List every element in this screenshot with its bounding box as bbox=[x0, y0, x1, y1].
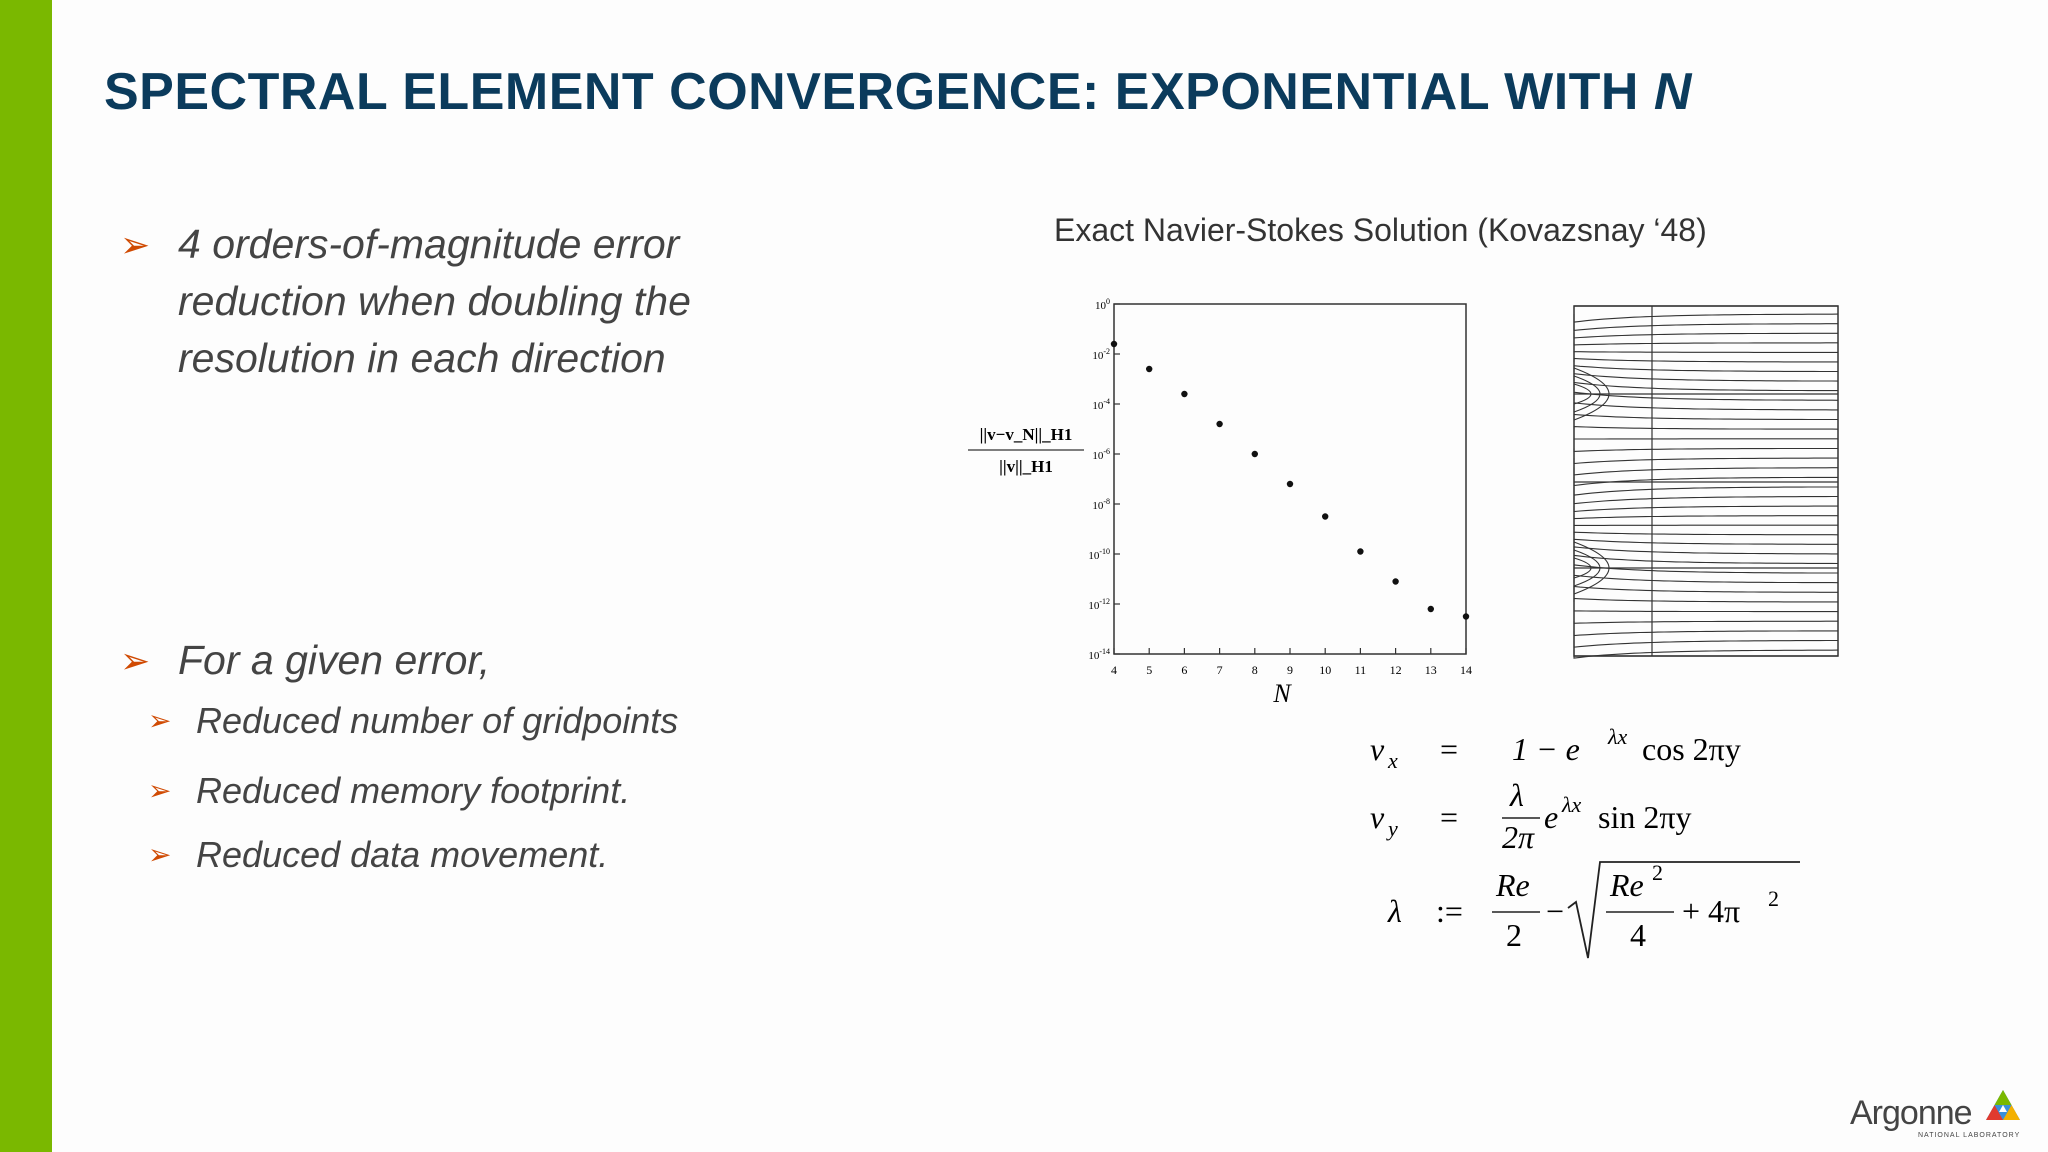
streamline bbox=[1574, 366, 1838, 372]
streamline bbox=[1574, 448, 1838, 451]
title-variable: N bbox=[1653, 63, 1692, 121]
plot-frame bbox=[1114, 304, 1466, 654]
eq-lambda-assign: := bbox=[1436, 893, 1463, 929]
sub-bullet-2-text: Reduced memory footprint. bbox=[196, 770, 631, 811]
eq-lambda-sup3: 2 bbox=[1768, 886, 1779, 911]
streamline bbox=[1574, 587, 1838, 593]
eq-lambda-sup2: 2 bbox=[1652, 860, 1663, 885]
eq-vy-equals: = bbox=[1440, 799, 1459, 835]
y-tick-label: $10^{-2}$ bbox=[1092, 347, 1110, 362]
argonne-logo bbox=[1850, 1094, 2021, 1139]
y-tick-label: $10^{-8}$ bbox=[1092, 497, 1110, 512]
logo-triangle-icon bbox=[1984, 1088, 2022, 1122]
eq-vx-rhs-a: 1 − e bbox=[1512, 731, 1580, 767]
eq-lambda-minus: − bbox=[1546, 893, 1565, 929]
streamline bbox=[1574, 487, 1838, 495]
eq-vx-lhs: v bbox=[1370, 731, 1385, 767]
data-point bbox=[1146, 366, 1152, 372]
streamline bbox=[1574, 415, 1838, 420]
streamline bbox=[1574, 650, 1838, 658]
streamline bbox=[1574, 468, 1838, 475]
x-tick-label: 14 bbox=[1460, 663, 1472, 677]
eq-vx-sub: x bbox=[1388, 748, 1398, 773]
streamline bbox=[1574, 496, 1838, 503]
eq-lambda-den2: 4 bbox=[1630, 917, 1646, 953]
slide-title bbox=[104, 62, 1692, 122]
data-point bbox=[1463, 613, 1469, 619]
streamline bbox=[1574, 427, 1838, 430]
streamline bbox=[1574, 611, 1838, 612]
sub-bullet-1-text: Reduced number of gridpoints bbox=[196, 700, 679, 741]
eq-lambda-num2: Re bbox=[1610, 867, 1644, 903]
sub-bullet-2 bbox=[148, 770, 631, 812]
y-tick-label: $10^{-6}$ bbox=[1092, 447, 1110, 462]
streamline bbox=[1574, 324, 1838, 331]
arrow-bullet-icon: ➢ bbox=[148, 839, 172, 870]
sub-bullet-3 bbox=[148, 834, 609, 876]
logo-text: Argonne bbox=[1850, 1094, 1972, 1132]
streamline bbox=[1574, 314, 1838, 322]
accent-bar bbox=[0, 0, 52, 1152]
arrow-bullet-icon: ➢ bbox=[120, 640, 151, 681]
convergence-chart bbox=[960, 290, 1480, 720]
eq-vy-rhs: sin 2πy bbox=[1598, 799, 1692, 835]
title-text: SPECTRAL ELEMENT CONVERGENCE: EXPONENTIAL WITH bbox=[104, 63, 1654, 121]
x-tick-label: 11 bbox=[1354, 663, 1367, 677]
streamline bbox=[1574, 458, 1838, 464]
x-tick-label: 8 bbox=[1251, 663, 1258, 677]
data-point bbox=[1392, 578, 1398, 584]
eq-lambda-num1: Re bbox=[1496, 867, 1530, 903]
x-tick-label: 5 bbox=[1146, 663, 1153, 677]
eq-lambda-plus-term: + 4π bbox=[1682, 893, 1741, 929]
streamline bbox=[1574, 575, 1838, 583]
arrow-bullet-icon: ➢ bbox=[148, 775, 172, 806]
x-tick-label: 6 bbox=[1181, 663, 1188, 677]
x-axis-label: N bbox=[1273, 679, 1291, 708]
data-points bbox=[1111, 341, 1469, 620]
streamline bbox=[1574, 640, 1838, 647]
logo-subtext: NATIONAL LABORATORY bbox=[1918, 1132, 2021, 1139]
x-tick-label: 10 bbox=[1319, 663, 1332, 677]
eq-vy-den: 2π bbox=[1502, 819, 1535, 855]
y-axis-label-numerator: ||v−v_N||_H1 bbox=[979, 425, 1073, 444]
bullet-2-text: For a given error, bbox=[178, 637, 491, 683]
x-tick-label: 7 bbox=[1216, 663, 1223, 677]
y-tick-label: $10^{-10}$ bbox=[1088, 547, 1110, 562]
bullet-1-text: 4 orders-of-magnitude error reduction when doubling the resolution in each direction bbox=[178, 221, 691, 381]
eq-vy-sup: λx bbox=[1562, 792, 1582, 817]
x-tick-label: 9 bbox=[1287, 663, 1293, 677]
equations bbox=[1340, 720, 1820, 970]
data-point bbox=[1322, 513, 1328, 519]
arrow-bullet-icon: ➢ bbox=[148, 705, 172, 736]
x-tick-label: 13 bbox=[1424, 663, 1437, 677]
y-axis-ticks bbox=[1088, 297, 1120, 662]
streamline bbox=[1574, 343, 1838, 345]
eq-vx-sup: λx bbox=[1608, 724, 1628, 749]
data-point bbox=[1287, 481, 1293, 487]
streamline bbox=[1574, 555, 1838, 563]
streamlines bbox=[1574, 306, 1838, 658]
eq-vy-lhs: v bbox=[1370, 799, 1385, 835]
sub-bullet-1 bbox=[148, 700, 679, 742]
streamline bbox=[1574, 506, 1838, 512]
data-point bbox=[1428, 606, 1434, 612]
arrow-bullet-icon: ➢ bbox=[120, 224, 151, 265]
streamline bbox=[1574, 631, 1838, 636]
streamline bbox=[1574, 333, 1838, 338]
data-point bbox=[1357, 548, 1363, 554]
y-tick-label: $10^{-4}$ bbox=[1092, 397, 1110, 412]
data-point bbox=[1252, 451, 1258, 457]
streamline bbox=[1574, 403, 1838, 410]
streamline-plot bbox=[1572, 300, 1842, 660]
y-tick-label: $10^{-14}$ bbox=[1088, 647, 1110, 662]
streamline bbox=[1574, 547, 1838, 554]
y-tick-label: $10^0$ bbox=[1095, 297, 1110, 312]
eq-lambda-den1: 2 bbox=[1506, 917, 1522, 953]
eq-vy-num: λ bbox=[1510, 777, 1524, 813]
sub-bullet-3-text: Reduced data movement. bbox=[196, 834, 609, 875]
x-tick-label: 4 bbox=[1111, 663, 1117, 677]
y-tick-label: $10^{-12}$ bbox=[1088, 597, 1110, 612]
data-point bbox=[1181, 391, 1187, 397]
figure-title: Exact Navier-Stokes Solution (Kovazsnay ‘48) bbox=[1054, 212, 1707, 248]
eq-vy-e: e bbox=[1544, 799, 1559, 835]
streamline-frame bbox=[1574, 306, 1838, 656]
eq-vx-rhs-b: cos 2πy bbox=[1642, 731, 1741, 767]
streamline bbox=[1574, 532, 1838, 535]
x-tick-label: 12 bbox=[1389, 663, 1402, 677]
x-axis-ticks bbox=[1111, 648, 1472, 677]
y-axis-label-denominator: ||v||_H1 bbox=[999, 457, 1053, 476]
eq-lambda-lhs: λ bbox=[1388, 893, 1402, 929]
streamline bbox=[1574, 539, 1838, 544]
streamline bbox=[1574, 516, 1838, 519]
streamline bbox=[1574, 383, 1838, 391]
streamline bbox=[1574, 599, 1838, 603]
streamline bbox=[1574, 565, 1838, 573]
streamline bbox=[1574, 374, 1838, 382]
eq-vy-sub: y bbox=[1388, 816, 1398, 841]
data-point bbox=[1216, 421, 1222, 427]
streamline bbox=[1574, 352, 1838, 353]
eq-vx-equals: = bbox=[1440, 731, 1459, 767]
streamline bbox=[1574, 477, 1838, 485]
streamline bbox=[1574, 359, 1838, 363]
data-point bbox=[1111, 341, 1117, 347]
streamline bbox=[1574, 621, 1838, 623]
